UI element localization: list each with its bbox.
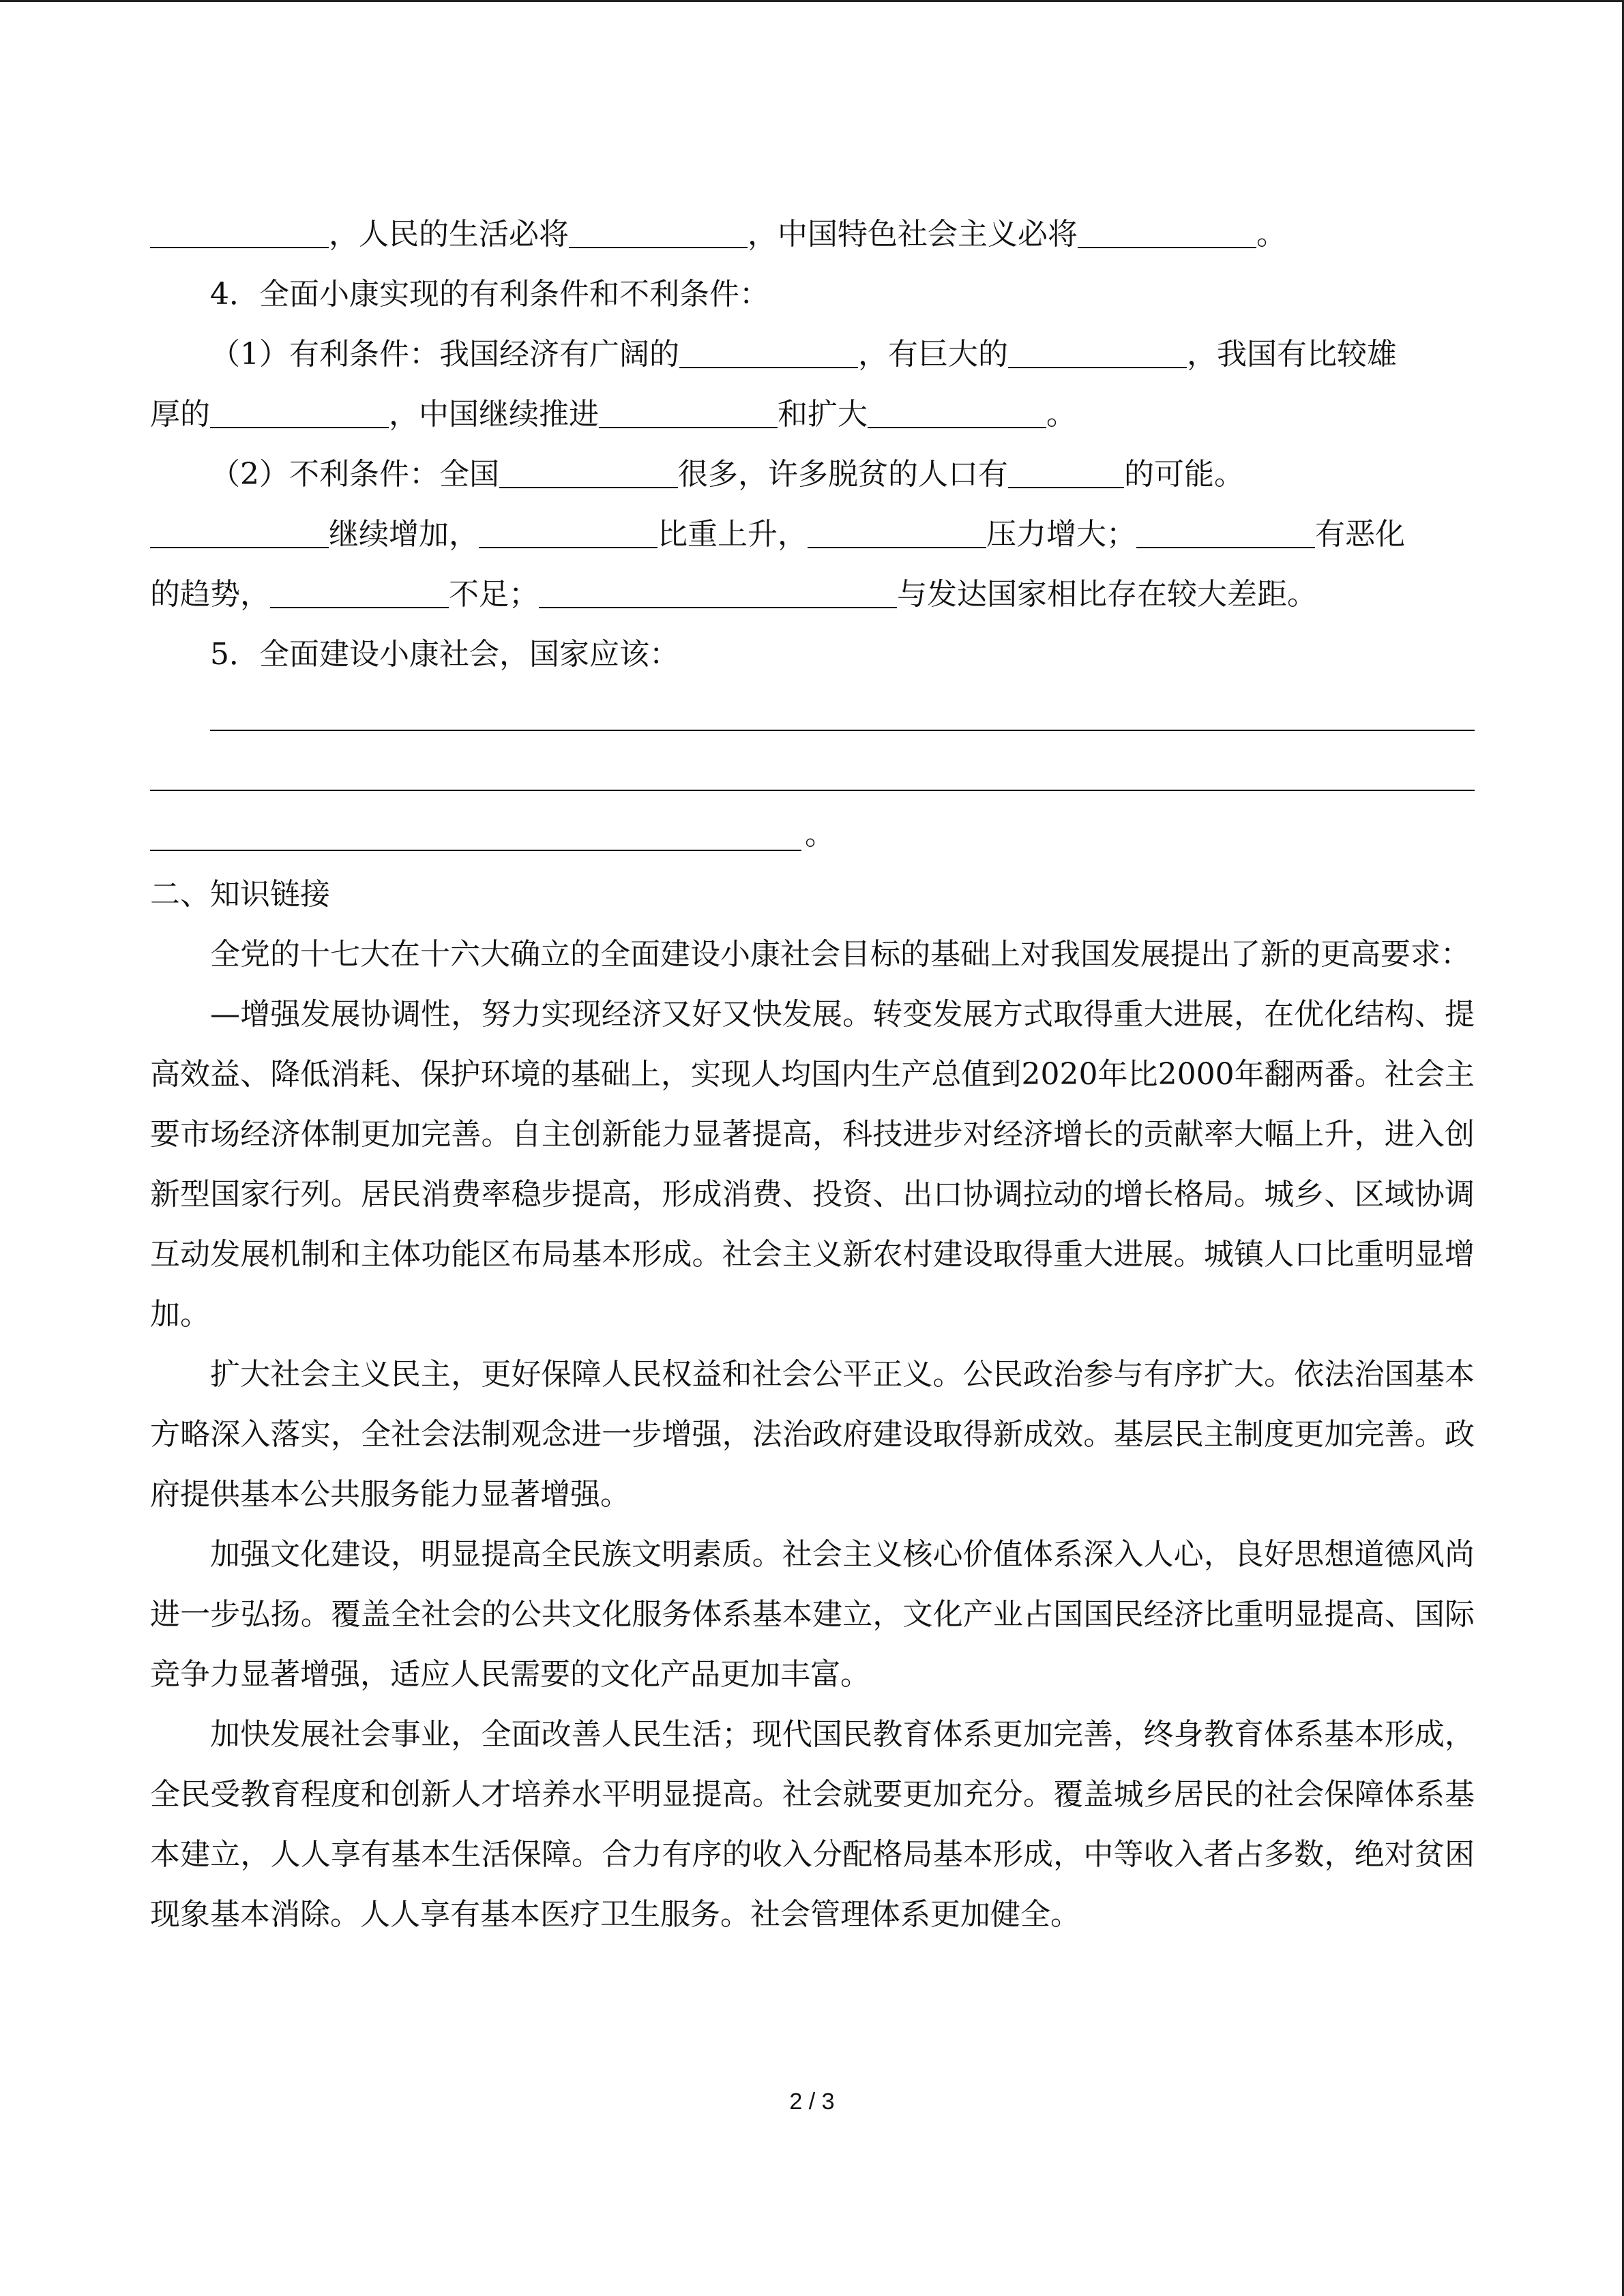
text: （1）有利条件：我国经济有广阔的 [210, 337, 679, 372]
blank[interactable] [808, 517, 986, 548]
blank[interactable] [150, 517, 329, 548]
q4-unfavorable-line-2 [150, 505, 1475, 565]
blank[interactable] [868, 397, 1046, 428]
text: ，人民的生活必将 [329, 217, 569, 252]
answer-line-3[interactable] [150, 805, 1475, 865]
text: ，中国继续推进 [389, 397, 599, 432]
fill-line-1 [150, 205, 1475, 265]
q4-unfavorable-line-3 [150, 565, 1475, 625]
blank[interactable] [539, 577, 897, 608]
text: 的趋势， [150, 577, 270, 612]
blank[interactable] [210, 397, 389, 428]
question-4-title: 4．全面小康实现的有利条件和不利条件： [210, 277, 769, 312]
text: ，中国特色社会主义必将 [748, 217, 1078, 252]
blank[interactable] [270, 577, 449, 608]
text: 很多，许多脱贫的人口有 [678, 457, 1008, 492]
text: ，我国有比较雄 [1187, 337, 1397, 372]
paragraph: 扩大社会主义民主，更好保障人民权益和社会公平正义。公民政治参与有序扩大。依法治国基本方略深入落实，全社会法制观念进一步增强，法治政府建设取得新成效。基层民主制度更加完善。政府提供基本公共服务能力显著增强。 [150, 1357, 1475, 1512]
blank[interactable] [479, 517, 658, 548]
question-5-title: 5．全面建设小康社会，国家应该： [210, 637, 679, 672]
text: 继续增加， [329, 517, 479, 552]
text: 压力增大； [986, 517, 1136, 552]
text: 与发达国家相比存在较大差距。 [897, 577, 1317, 612]
blank[interactable] [150, 217, 329, 248]
paragraph: 加强文化建设，明显提高全民族文明素质。社会主义核心价值体系深入人心，良好思想道德风尚进一步弘扬。覆盖全社会的公共文化服务体系基本建立，文化产业占国国民经济比重明显提高、国际竞争力显著增强，适应人民需要的文化产品更加丰富。 [150, 1537, 1475, 1692]
page-number: 2 / 3 [789, 2089, 835, 2115]
blank[interactable] [1078, 217, 1256, 248]
blank[interactable] [1136, 517, 1315, 548]
blank[interactable] [599, 397, 778, 428]
blank[interactable] [679, 337, 858, 368]
text: （2）不利条件：全国 [210, 457, 499, 492]
answer-end-mark: 。 [805, 817, 835, 852]
blank[interactable] [1008, 457, 1124, 488]
answer-line-1[interactable] [150, 685, 1475, 745]
blank[interactable] [569, 217, 748, 248]
blank[interactable] [499, 457, 678, 488]
text: 和扩大 [778, 397, 868, 432]
document-body [150, 205, 1475, 1945]
text: 厚的 [150, 397, 210, 432]
paragraph: 全党的十七大在十六大确立的全面建设小康社会目标的基础上对我国发展提出了新的更高要求： [210, 937, 1471, 972]
text: 不足； [449, 577, 539, 612]
q4-unfavorable-line-1 [150, 445, 1475, 505]
blank[interactable] [1008, 337, 1187, 368]
section-2-title: 二、知识链接 [150, 877, 330, 912]
text: 的可能。 [1124, 457, 1244, 492]
paragraph: 加快发展社会事业，全面改善人民生活；现代国民教育体系更加完善，终身教育体系基本形成，全民受教育程度和创新人才培养水平明显提高。社会就要更加充分。覆盖城乡居民的社会保障体系基本建立，人人享有基本生活保障。合力有序的收入分配格局基本形成，中等收入者占多数，绝对贫困现象基本消除。人人享有基本医疗卫生服务。社会管理体系更加健全。 [150, 1717, 1475, 1932]
text: 。 [1046, 397, 1076, 432]
text: ，有巨大的 [858, 337, 1008, 372]
top-border [0, 0, 1624, 2]
text: 。 [1256, 217, 1286, 252]
q4-favorable-line-1 [150, 325, 1475, 385]
text: 比重上升， [658, 517, 808, 552]
answer-line-2[interactable] [150, 745, 1475, 805]
text: 有恶化 [1315, 517, 1405, 552]
paragraph: —增强发展协调性，努力实现经济又好又快发展。转变发展方式取得重大进展，在优化结构、提高效益、降低消耗、保护环境的基础上，实现人均国内生产总值到2020年比2000年翻两番。社会主要市场经济体制更加完善。自主创新能力显著提高，科技进步对经济增长的贡献率大幅上升，进入创新型国家行列。居民消费率稳步提高，形成消费、投资、出口协调拉动的增长格局。城乡、区域协调互动发展机制和主体功能区布局基本形成。社会主义新农村建设取得重大进展。城镇人口比重明显增加。 [150, 997, 1475, 1332]
q4-favorable-line-2 [150, 385, 1475, 445]
